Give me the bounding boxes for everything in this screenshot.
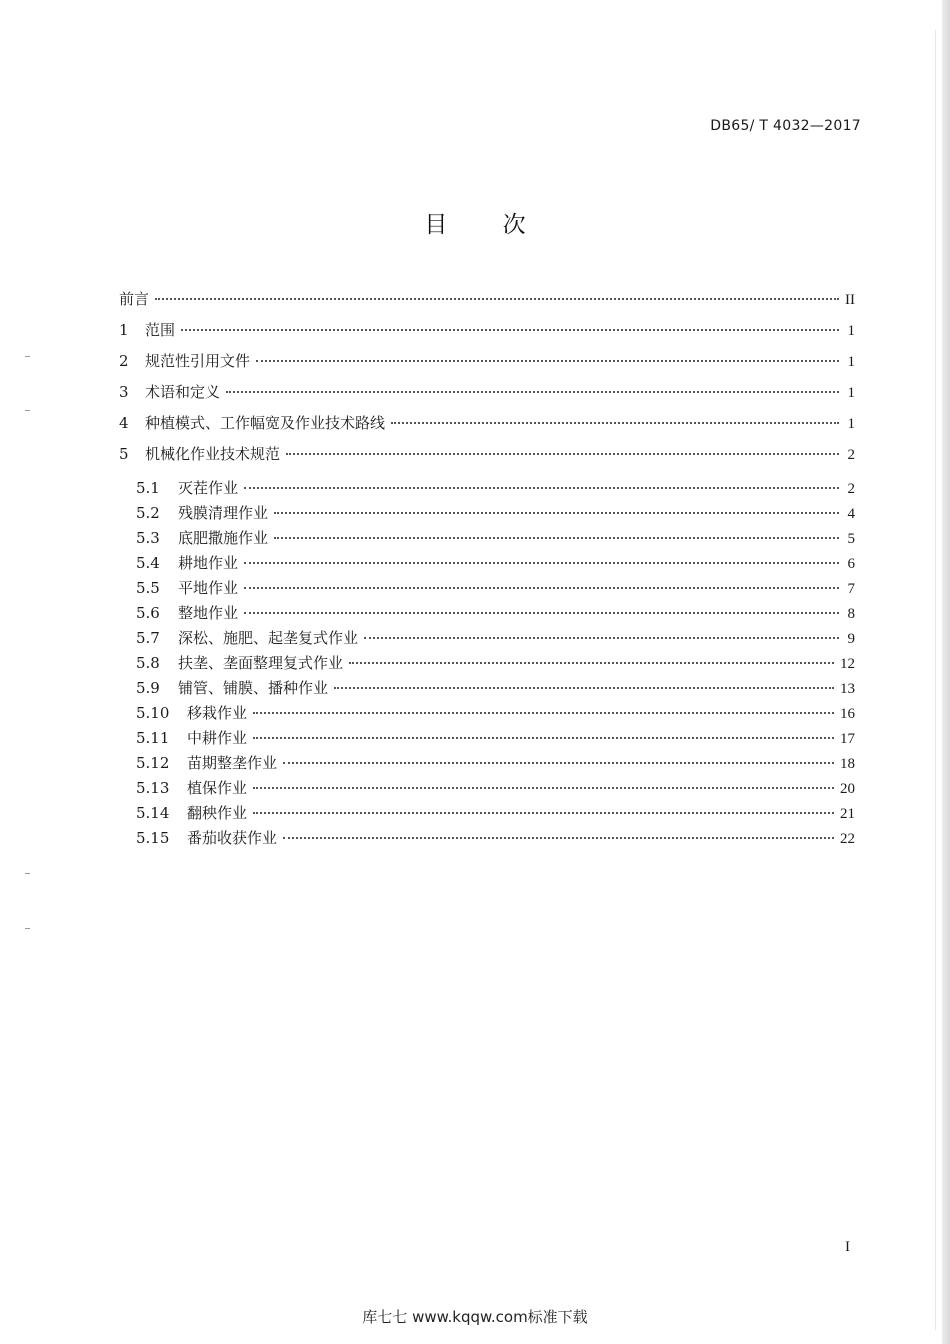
dot-leader	[253, 737, 834, 739]
download-footer: 库七七 www.kqqw.com标准下载	[362, 1308, 588, 1326]
scan-mark	[25, 873, 30, 874]
scan-mark	[25, 356, 30, 357]
toc-number: 5.10	[136, 704, 170, 722]
toc-page-number: 1	[847, 354, 855, 370]
toc-label: 翻秧作业	[187, 804, 248, 822]
toc-label: 移栽作业	[187, 704, 248, 722]
toc-page-number: 2	[847, 481, 855, 497]
toc-number: 5.3	[136, 529, 160, 547]
table-of-contents	[119, 286, 855, 853]
toc-page-number: 6	[847, 556, 855, 572]
page-title: 目 次	[424, 212, 550, 238]
toc-page-number: 8	[847, 606, 855, 622]
toc-page-number: 18	[840, 756, 855, 772]
toc-label: 植保作业	[187, 779, 248, 797]
toc-subentry[interactable]	[119, 753, 855, 778]
toc-subentry[interactable]	[119, 578, 855, 603]
toc-number: 5.8	[136, 654, 160, 672]
toc-page-number: 7	[847, 581, 855, 597]
toc-label: 范围	[145, 321, 176, 339]
toc-entry[interactable]	[119, 379, 855, 410]
toc-label: 整地作业	[178, 604, 239, 622]
toc-subentry[interactable]	[119, 478, 855, 503]
toc-entry[interactable]	[119, 348, 855, 379]
toc-label: 耕地作业	[178, 554, 239, 572]
toc-number: 5.4	[136, 554, 160, 572]
toc-page-number: 22	[840, 831, 855, 847]
dot-leader	[244, 587, 839, 589]
dot-leader	[349, 662, 834, 664]
toc-page-number: 17	[840, 731, 855, 747]
toc-label: 铺管、铺膜、播种作业	[178, 679, 329, 697]
toc-label: 种植模式、工作幅宽及作业技术路线	[145, 414, 386, 432]
toc-subentry[interactable]	[119, 703, 855, 728]
toc-page-number: II	[845, 292, 855, 308]
toc-number: 3	[119, 383, 129, 401]
toc-number: 5.14	[136, 804, 170, 822]
toc-label: 苗期整垄作业	[187, 754, 278, 772]
dot-leader	[244, 612, 839, 614]
toc-label: 番茄收获作业	[187, 829, 278, 847]
toc-number: 5.5	[136, 579, 160, 597]
dot-leader	[256, 360, 839, 362]
toc-page-number: 1	[847, 416, 855, 432]
toc-page-number: 13	[840, 681, 855, 697]
toc-label: 残膜清理作业	[178, 504, 269, 522]
toc-subentry[interactable]	[119, 503, 855, 528]
toc-label: 深松、施肥、起垄复式作业	[178, 629, 359, 647]
toc-subentry[interactable]	[119, 628, 855, 653]
toc-page-number: 4	[847, 506, 855, 522]
scan-mark	[25, 410, 30, 411]
toc-subentry[interactable]	[119, 778, 855, 803]
toc-number: 2	[119, 352, 129, 370]
toc-label: 术语和定义	[145, 383, 221, 401]
toc-entry-preface[interactable]	[119, 286, 855, 317]
toc-subentry[interactable]	[119, 528, 855, 553]
toc-subentry[interactable]	[119, 828, 855, 853]
dot-leader	[244, 487, 839, 489]
dot-leader	[283, 762, 834, 764]
toc-label: 前言	[119, 290, 150, 308]
dot-leader	[334, 687, 834, 689]
dot-leader	[286, 453, 839, 455]
toc-label: 中耕作业	[187, 729, 248, 747]
toc-number: 5.15	[136, 829, 170, 847]
toc-entry[interactable]	[119, 317, 855, 348]
toc-label: 底肥撒施作业	[178, 529, 269, 547]
toc-subentry[interactable]	[119, 803, 855, 828]
toc-subentry[interactable]	[119, 678, 855, 703]
toc-entry[interactable]	[119, 410, 855, 441]
toc-number: 5.6	[136, 604, 160, 622]
toc-page-number: 20	[840, 781, 855, 797]
document-code: DB65/ T 4032—2017	[710, 118, 861, 134]
toc-label: 灭茬作业	[178, 479, 239, 497]
toc-label: 扶垄、垄面整理复式作业	[178, 654, 344, 672]
dot-leader	[391, 422, 839, 424]
toc-page-number: 1	[847, 385, 855, 401]
toc-page-number: 5	[847, 531, 855, 547]
dot-leader	[226, 391, 839, 393]
toc-subentry[interactable]	[119, 728, 855, 753]
toc-label: 平地作业	[178, 579, 239, 597]
toc-subentry[interactable]	[119, 603, 855, 628]
dot-leader	[253, 812, 834, 814]
toc-subentry[interactable]	[119, 553, 855, 578]
toc-number: 5.1	[136, 479, 160, 497]
toc-subentry[interactable]	[119, 653, 855, 678]
toc-number: 5.12	[136, 754, 170, 772]
scan-mark	[25, 928, 30, 929]
toc-number: 5.11	[136, 729, 170, 747]
toc-page-number: 9	[847, 631, 855, 647]
dot-leader	[253, 787, 834, 789]
toc-number: 5.2	[136, 504, 160, 522]
dot-leader	[155, 298, 839, 300]
toc-number: 5.9	[136, 679, 160, 697]
dot-leader	[364, 637, 839, 639]
dot-leader	[244, 562, 839, 564]
dot-leader	[283, 837, 834, 839]
page-folio: I	[845, 1239, 850, 1255]
toc-label: 机械化作业技术规范	[145, 445, 281, 463]
toc-page-number: 1	[847, 323, 855, 339]
toc-entry[interactable]	[119, 441, 855, 472]
dot-leader	[181, 329, 839, 331]
toc-number: 5	[119, 445, 129, 463]
toc-page-number: 21	[840, 806, 855, 822]
toc-page-number: 16	[840, 706, 855, 722]
page-edge	[942, 0, 950, 1344]
toc-number: 5.13	[136, 779, 170, 797]
toc-number: 5.7	[136, 629, 160, 647]
toc-number: 4	[119, 414, 129, 432]
dot-leader	[253, 712, 834, 714]
toc-page-number: 2	[847, 447, 855, 463]
toc-label: 规范性引用文件	[145, 352, 251, 370]
toc-number: 1	[119, 321, 129, 339]
dot-leader	[274, 512, 839, 514]
dot-leader	[274, 537, 839, 539]
toc-page-number: 12	[840, 656, 855, 672]
